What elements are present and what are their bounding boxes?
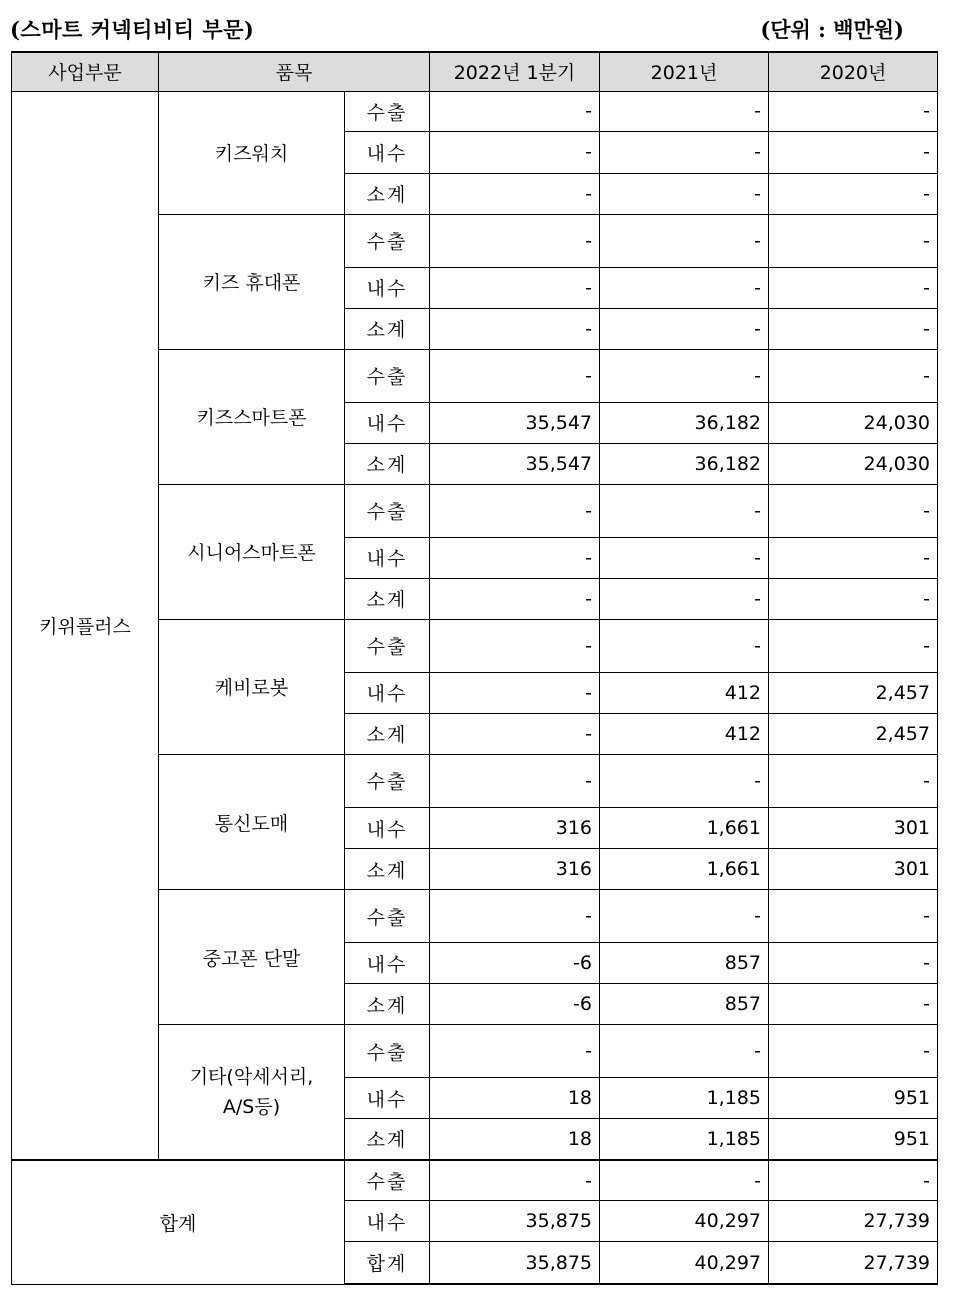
- value-2022q1: -6: [430, 943, 600, 984]
- value-2021: -: [600, 1025, 769, 1078]
- value-2020: 951: [769, 1078, 938, 1119]
- kind-cell: 소계: [345, 308, 430, 349]
- value-2022q1: 18: [430, 1119, 600, 1160]
- value-2021: -: [600, 173, 769, 214]
- header-row: [12, 52, 938, 91]
- value-2021: -: [600, 131, 769, 173]
- item-etc-line2: A/S등): [222, 1095, 281, 1118]
- table-row: [12, 1160, 938, 1201]
- item-telecom-wholesale: 통신도매: [159, 754, 345, 889]
- value-2022q1: -: [430, 578, 600, 619]
- kind-cell: 합계: [345, 1242, 430, 1284]
- kind-cell: 소계: [345, 849, 430, 890]
- kind-cell: 내수: [345, 808, 430, 849]
- item-kids-phone: 키즈 휴대폰: [159, 214, 345, 349]
- value-2020: -: [769, 537, 938, 578]
- kind-cell: 소계: [345, 984, 430, 1025]
- value-2022q1: 35,875: [430, 1242, 600, 1284]
- value-2020: 2,457: [769, 672, 938, 713]
- value-2022q1: 18: [430, 1078, 600, 1119]
- value-2020: -: [769, 173, 938, 214]
- value-2022q1: -: [430, 754, 600, 807]
- value-2020: 27,739: [769, 1242, 938, 1284]
- value-2021: 412: [600, 672, 769, 713]
- kind-cell: 수출: [345, 484, 430, 537]
- value-2022q1: 316: [430, 808, 600, 849]
- value-2020: -: [769, 984, 938, 1025]
- value-2022q1: -: [430, 131, 600, 173]
- value-2020: -: [769, 619, 938, 672]
- value-2022q1: -: [430, 173, 600, 214]
- value-2021: -: [600, 91, 769, 131]
- kind-cell: 소계: [345, 713, 430, 754]
- value-2022q1: -6: [430, 984, 600, 1025]
- value-2020: 951: [769, 1119, 938, 1160]
- value-2022q1: -: [430, 713, 600, 754]
- value-2020: -: [769, 349, 938, 402]
- value-2020: 27,739: [769, 1201, 938, 1242]
- value-2022q1: 316: [430, 849, 600, 890]
- value-2020: 2,457: [769, 713, 938, 754]
- value-2020: -: [769, 754, 938, 807]
- value-2020: -: [769, 267, 938, 308]
- value-2021: 36,182: [600, 443, 769, 484]
- value-2020: -: [769, 578, 938, 619]
- value-2021: -: [600, 1160, 769, 1201]
- header-2022q1: 2022년 1분기: [430, 52, 600, 91]
- value-2021: -: [600, 484, 769, 537]
- kind-cell: 내수: [345, 267, 430, 308]
- kind-cell: 내수: [345, 1078, 430, 1119]
- value-2022q1: -: [430, 91, 600, 131]
- kind-cell: 수출: [345, 619, 430, 672]
- item-etc-line1: 기타(악세서리,: [189, 1065, 314, 1088]
- kind-cell: 수출: [345, 349, 430, 402]
- value-2022q1: 35,875: [430, 1201, 600, 1242]
- value-2022q1: 35,547: [430, 443, 600, 484]
- value-2021: -: [600, 349, 769, 402]
- kind-cell: 수출: [345, 1025, 430, 1078]
- kind-cell: 소계: [345, 578, 430, 619]
- item-used-phone: 중고폰 단말: [159, 890, 345, 1025]
- sales-table: [11, 51, 938, 1285]
- value-2021: -: [600, 537, 769, 578]
- total-label: 합계: [12, 1160, 345, 1284]
- value-2021: 1,185: [600, 1078, 769, 1119]
- kind-cell: 수출: [345, 1160, 430, 1201]
- kind-cell: 수출: [345, 214, 430, 267]
- value-2022q1: -: [430, 214, 600, 267]
- value-2021: -: [600, 578, 769, 619]
- value-2021: 1,661: [600, 849, 769, 890]
- value-2021: 1,661: [600, 808, 769, 849]
- value-2020: -: [769, 1160, 938, 1201]
- value-2022q1: -: [430, 537, 600, 578]
- value-2021: 1,185: [600, 1119, 769, 1160]
- unit-label: (단위 : 백만원): [760, 17, 904, 42]
- value-2021: -: [600, 214, 769, 267]
- value-2020: -: [769, 1025, 938, 1078]
- value-2021: 36,182: [600, 402, 769, 443]
- value-2020: 24,030: [769, 443, 938, 484]
- item-etc-accessories: [159, 1025, 345, 1160]
- kind-cell: 수출: [345, 754, 430, 807]
- value-2020: -: [769, 484, 938, 537]
- kind-cell: 수출: [345, 890, 430, 943]
- value-2021: -: [600, 267, 769, 308]
- value-2021: 40,297: [600, 1242, 769, 1284]
- header-item: 품목: [159, 52, 430, 91]
- kind-cell: 내수: [345, 1201, 430, 1242]
- value-2020: -: [769, 308, 938, 349]
- value-2020: -: [769, 91, 938, 131]
- header-2021: 2021년: [600, 52, 769, 91]
- kind-cell: 내수: [345, 672, 430, 713]
- value-2020: 24,030: [769, 402, 938, 443]
- item-kids-smartphone: 키즈스마트폰: [159, 349, 345, 484]
- kind-cell: 내수: [345, 943, 430, 984]
- value-2021: 857: [600, 943, 769, 984]
- kind-cell: 내수: [345, 131, 430, 173]
- value-2021: -: [600, 754, 769, 807]
- value-2020: 301: [769, 849, 938, 890]
- value-2022q1: 35,547: [430, 402, 600, 443]
- value-2021: 857: [600, 984, 769, 1025]
- item-kids-watch: 키즈워치: [159, 91, 345, 214]
- item-senior-smartphone: 시니어스마트폰: [159, 484, 345, 619]
- kind-cell: 소계: [345, 443, 430, 484]
- kind-cell: 소계: [345, 1119, 430, 1160]
- value-2020: -: [769, 131, 938, 173]
- value-2020: -: [769, 214, 938, 267]
- value-2021: -: [600, 619, 769, 672]
- value-2022q1: -: [430, 484, 600, 537]
- value-2022q1: -: [430, 1160, 600, 1201]
- value-2020: -: [769, 890, 938, 943]
- value-2022q1: -: [430, 1025, 600, 1078]
- kind-cell: 소계: [345, 173, 430, 214]
- item-kebi-robot: 케비로봇: [159, 619, 345, 754]
- kind-cell: 내수: [345, 402, 430, 443]
- value-2022q1: -: [430, 308, 600, 349]
- value-2021: 412: [600, 713, 769, 754]
- kind-cell: 내수: [345, 537, 430, 578]
- value-2022q1: -: [430, 349, 600, 402]
- segment-cell: 키위플러스: [12, 91, 159, 1160]
- value-2022q1: -: [430, 267, 600, 308]
- table-caption: (스마트 커넥티비티 부문): [10, 17, 255, 42]
- value-2021: 40,297: [600, 1201, 769, 1242]
- header-segment: 사업부문: [12, 52, 159, 91]
- kind-cell: 수출: [345, 91, 430, 131]
- value-2021: -: [600, 308, 769, 349]
- value-2020: 301: [769, 808, 938, 849]
- value-2022q1: -: [430, 672, 600, 713]
- value-2022q1: -: [430, 890, 600, 943]
- value-2020: -: [769, 943, 938, 984]
- table-row: [12, 91, 938, 131]
- value-2022q1: -: [430, 619, 600, 672]
- value-2021: -: [600, 890, 769, 943]
- header-2020: 2020년: [769, 52, 938, 91]
